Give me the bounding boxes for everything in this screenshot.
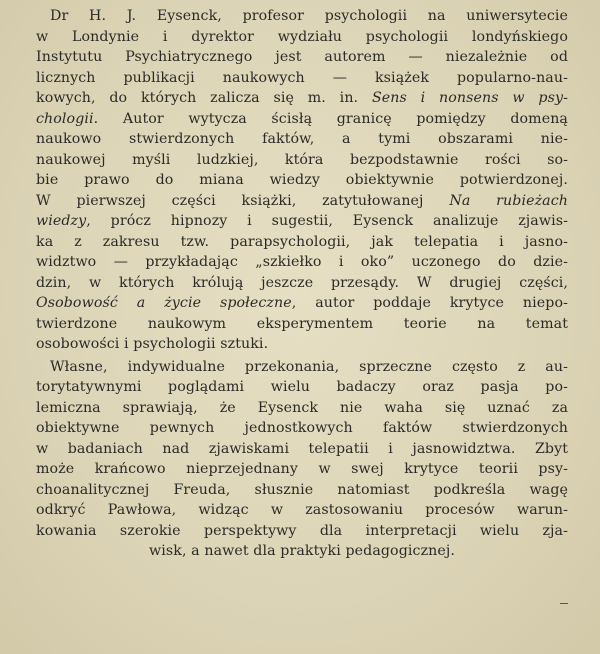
body-text: widztwo — przykładając „szkiełko i oko” uczonego do dzie- <box>36 254 568 270</box>
text-line <box>36 88 568 109</box>
body-text: kowania szerokie perspektywy dla interpretacji wielu zja- <box>36 522 568 539</box>
body-text: choanalitycznej Freuda, słusznie natomiast podkreśla wagę <box>36 481 568 498</box>
blurb-text <box>36 6 568 562</box>
italic-title-text: wiedzy <box>36 213 87 229</box>
text-line <box>36 68 568 89</box>
body-text: obiektywne pewnych jednostkowych faktów stwierdzonych <box>36 420 568 436</box>
text-line <box>36 211 568 232</box>
text-line <box>36 314 568 335</box>
body-text: Dr H. J. Eysenck, profesor psychologii na uniwersytecie <box>50 8 568 24</box>
body-text: W pierwszej części książki, zatytułowanej <box>36 192 450 209</box>
body-text: kowych, do których zalicza się m. in. <box>36 90 372 106</box>
italic-title-text: chologii <box>36 110 94 127</box>
text-line <box>36 27 568 48</box>
text-line <box>36 459 568 480</box>
text-line <box>36 480 568 501</box>
text-line <box>36 232 568 253</box>
text-line <box>36 500 568 521</box>
body-text: torytatywnymi poglądami wielu badaczy oraz pasja po- <box>36 379 568 395</box>
body-text: . Autor wytycza ścisłą granicę pomiędzy domeną <box>93 110 568 127</box>
body-text: Instytutu Psychiatrycznego jest autorem — niezależnie od <box>36 49 568 65</box>
page-mark <box>560 603 568 604</box>
text-line <box>36 357 568 378</box>
italic-title-text: Na rubieżach <box>449 192 568 209</box>
body-text: , autor poddaje krytyce niepo- <box>291 295 568 311</box>
body-text: lemiczna sprawiają, że Eysenck nie waha się uznać za <box>36 399 568 416</box>
italic-title-text: Sens i nonsens w psy- <box>371 90 568 106</box>
text-line <box>36 47 568 68</box>
body-text: Własne, indywidualne przekonania, sprzeczne często z au- <box>50 358 568 375</box>
body-text: bie prawo do miana wiedzy obiektywnie potwierdzonej. <box>36 172 568 188</box>
text-line <box>36 191 568 212</box>
text-line <box>36 252 568 273</box>
text-line <box>36 418 568 439</box>
body-text: naukowej myśli ludzkiej, która bezpodstawnie rości so- <box>36 151 568 168</box>
body-text: , prócz hipnozy i sugestii, Eysenck analizuje zjawis- <box>86 213 568 229</box>
body-text: licznych publikacji naukowych — książek popularno-nau- <box>36 69 568 86</box>
text-line <box>36 521 568 542</box>
body-text: ka z zakresu tzw. parapsychologii, jak telepatia i jasno- <box>36 233 568 250</box>
text-line <box>36 129 568 150</box>
text-line <box>36 109 568 130</box>
text-line <box>36 273 568 294</box>
text-line <box>36 170 568 191</box>
text-line <box>36 150 568 171</box>
body-text: naukowo stwierdzonych faktów, a tymi obszarami nie- <box>36 131 568 147</box>
text-line <box>36 6 568 27</box>
text-line <box>36 541 568 562</box>
body-text: odkryć Pawłowa, widząc w zastosowaniu procesów warun- <box>36 502 568 518</box>
text-line <box>36 439 568 460</box>
text-line <box>36 398 568 419</box>
italic-title-text: Osobowość a życie społeczne <box>36 295 292 311</box>
body-text: może krańcowo nieprzejednany w swej krytyce teorii psy- <box>36 461 568 477</box>
text-line <box>36 377 568 398</box>
body-text: osobowości i psychologii sztuki. <box>36 336 269 352</box>
body-text: w badaniach nad zjawiskami telepatii i jasnowidztwa. Zbyt <box>36 440 568 457</box>
body-text: w Londynie i dyrektor wydziału psychologii londyńskiego <box>36 28 568 45</box>
text-line <box>36 293 568 314</box>
body-text: wisk, a nawet dla praktyki pedagogicznej. <box>149 543 455 559</box>
text-line <box>36 334 568 355</box>
body-text: dzin, w których królują jeszcze przesądy. W drugiej części, <box>36 274 568 291</box>
body-text: twierdzone naukowym eksperymentem teorie na temat <box>36 315 568 332</box>
